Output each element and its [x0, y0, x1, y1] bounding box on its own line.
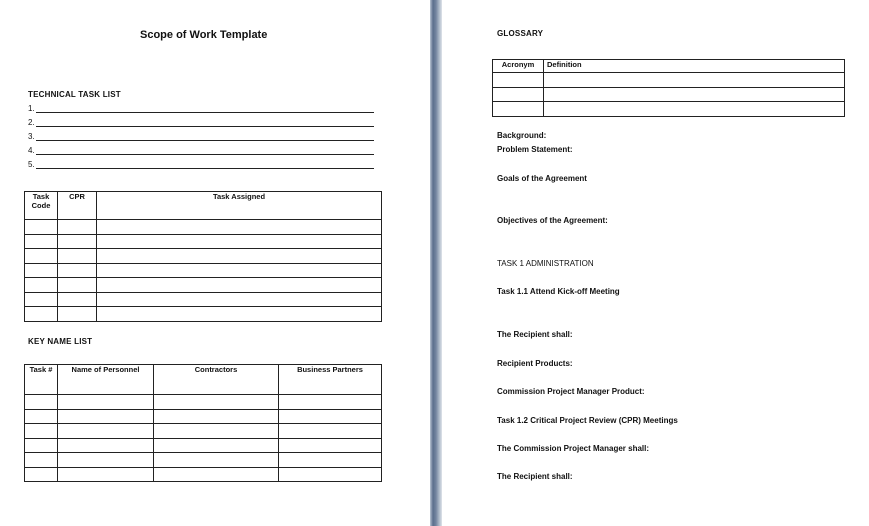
- table-cell[interactable]: [25, 307, 58, 322]
- table-row: [25, 234, 382, 249]
- table-row: [25, 453, 382, 468]
- task-line-number: 4.: [28, 146, 35, 155]
- table-cell[interactable]: [154, 395, 279, 410]
- table-row: [25, 467, 382, 482]
- table-cell[interactable]: [58, 278, 97, 293]
- table-row: [493, 73, 845, 88]
- table-cell[interactable]: [25, 249, 58, 264]
- table-cell[interactable]: [493, 87, 544, 102]
- table-cell[interactable]: [58, 395, 154, 410]
- table-cell[interactable]: [279, 467, 382, 482]
- table-cell[interactable]: [25, 292, 58, 307]
- problem-statement-label: Problem Statement:: [497, 145, 573, 154]
- table-cell[interactable]: [58, 234, 97, 249]
- table-cell[interactable]: [58, 307, 97, 322]
- background-label: Background:: [497, 131, 547, 140]
- name-of-personnel-header: Name of Personnel: [58, 365, 154, 395]
- task-line-item[interactable]: [28, 118, 374, 127]
- table-row: [25, 220, 382, 235]
- table-row: [493, 102, 845, 117]
- glossary-table: [492, 59, 845, 117]
- table-cell[interactable]: [154, 424, 279, 439]
- table-cell[interactable]: [58, 409, 154, 424]
- document-title: Scope of Work Template: [140, 29, 268, 41]
- table-row: [25, 395, 382, 410]
- right-page: [442, 0, 869, 526]
- task-line-item[interactable]: [28, 132, 374, 141]
- table-row: [25, 249, 382, 264]
- table-cell[interactable]: [97, 292, 382, 307]
- left-page: [0, 0, 430, 526]
- task-line-number: 5.: [28, 160, 35, 169]
- glossary-heading: GLOSSARY: [497, 29, 544, 38]
- table-row: [25, 263, 382, 278]
- table-cell[interactable]: [25, 453, 58, 468]
- task-1-2-label: Task 1.2 Critical Project Review (CPR) Meetings: [497, 416, 678, 425]
- task-line-number: 1.: [28, 104, 35, 113]
- task-assigned-header: Task Assigned: [97, 192, 382, 220]
- task-code-header: Task Code: [25, 192, 58, 220]
- key-name-table: [24, 364, 382, 482]
- recipient-products-label: Recipient Products:: [497, 359, 573, 368]
- table-cell[interactable]: [154, 453, 279, 468]
- table-cell[interactable]: [97, 234, 382, 249]
- definition-header: Definition: [544, 60, 845, 73]
- table-cell[interactable]: [58, 438, 154, 453]
- table-cell[interactable]: [25, 263, 58, 278]
- table-row: [25, 424, 382, 439]
- task-line-item[interactable]: [28, 160, 374, 169]
- table-cell[interactable]: [25, 278, 58, 293]
- table-cell[interactable]: [97, 263, 382, 278]
- commission-manager-shall-label: The Commission Project Manager shall:: [497, 444, 650, 453]
- table-cell[interactable]: [58, 453, 154, 468]
- task-number-header: Task #: [25, 365, 58, 395]
- task-line-blank: [36, 119, 374, 127]
- table-cell[interactable]: [25, 424, 58, 439]
- task-table-header-row: [25, 192, 382, 220]
- table-cell[interactable]: [154, 409, 279, 424]
- objectives-label: Objectives of the Agreement:: [497, 216, 608, 225]
- glossary-header-row: [493, 60, 845, 73]
- table-cell[interactable]: [25, 395, 58, 410]
- key-name-header-row: [25, 365, 382, 395]
- table-cell[interactable]: [58, 292, 97, 307]
- task-line-blank: [36, 105, 374, 113]
- table-cell[interactable]: [58, 249, 97, 264]
- task-table: [24, 191, 382, 322]
- table-cell[interactable]: [279, 424, 382, 439]
- technical-task-list-heading: TECHNICAL TASK LIST: [28, 90, 121, 99]
- table-cell[interactable]: [544, 102, 845, 117]
- task-line-blank: [36, 161, 374, 169]
- table-cell[interactable]: [279, 395, 382, 410]
- table-cell[interactable]: [279, 453, 382, 468]
- task-1-1-label: Task 1.1 Attend Kick-off Meeting: [497, 287, 620, 296]
- table-cell[interactable]: [25, 220, 58, 235]
- task-line-blank: [36, 147, 374, 155]
- table-row: [25, 292, 382, 307]
- table-row: [25, 278, 382, 293]
- table-cell[interactable]: [154, 467, 279, 482]
- table-cell[interactable]: [154, 438, 279, 453]
- table-row: [25, 438, 382, 453]
- task-line-item[interactable]: [28, 146, 374, 155]
- table-cell[interactable]: [97, 249, 382, 264]
- table-cell[interactable]: [25, 467, 58, 482]
- page-gutter: [430, 0, 442, 526]
- recipient-shall-label: The Recipient shall:: [497, 330, 573, 339]
- task-line-number: 3.: [28, 132, 35, 141]
- table-cell[interactable]: [279, 409, 382, 424]
- table-cell[interactable]: [25, 409, 58, 424]
- table-row: [25, 409, 382, 424]
- table-cell[interactable]: [544, 87, 845, 102]
- table-row: [493, 87, 845, 102]
- table-cell[interactable]: [97, 307, 382, 322]
- table-cell[interactable]: [58, 424, 154, 439]
- goals-label: Goals of the Agreement: [497, 174, 587, 183]
- table-cell[interactable]: [25, 234, 58, 249]
- table-cell[interactable]: [58, 467, 154, 482]
- table-cell[interactable]: [279, 438, 382, 453]
- table-cell[interactable]: [25, 438, 58, 453]
- task-line-item[interactable]: [28, 104, 374, 113]
- key-name-list-heading: KEY NAME LIST: [28, 337, 93, 346]
- table-cell[interactable]: [58, 263, 97, 278]
- contractors-header: Contractors: [154, 365, 279, 395]
- task-1-heading: TASK 1 ADMINISTRATION: [497, 259, 594, 268]
- table-cell[interactable]: [493, 102, 544, 117]
- task-line-number: 2.: [28, 118, 35, 127]
- acronym-header: Acronym: [493, 60, 544, 73]
- table-cell[interactable]: [97, 278, 382, 293]
- recipient-shall-label-2: The Recipient shall:: [497, 472, 573, 481]
- task-line-blank: [36, 133, 374, 141]
- table-cell[interactable]: [58, 220, 97, 235]
- table-cell[interactable]: [493, 73, 544, 88]
- table-cell[interactable]: [97, 220, 382, 235]
- table-cell[interactable]: [544, 73, 845, 88]
- business-partners-header: Business Partners: [279, 365, 382, 395]
- cpr-header: CPR: [58, 192, 97, 220]
- table-row: [25, 307, 382, 322]
- commission-product-label: Commission Project Manager Product:: [497, 387, 645, 396]
